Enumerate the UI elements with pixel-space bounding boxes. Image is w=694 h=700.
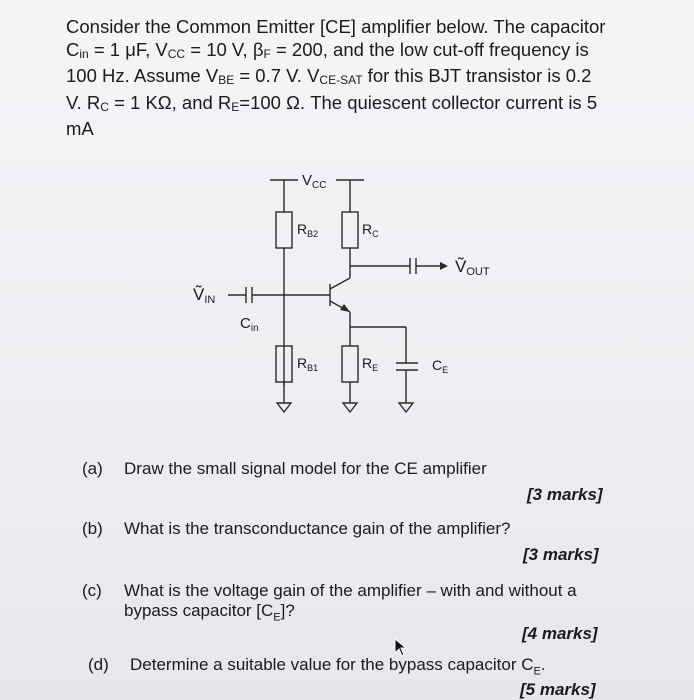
question-d-text: Determine a suitable value for the bypass capacitor $C_E$.: [130, 655, 546, 678]
ground-ce: [399, 403, 413, 412]
question-b-label: (b): [82, 519, 103, 538]
question-b-marks: [3 marks]: [523, 545, 599, 564]
question-d: [88, 655, 546, 681]
label-vin: ṼIN: [193, 285, 216, 306]
question-d-marks: [5 marks]: [520, 680, 596, 699]
ground-re: [343, 403, 357, 412]
question-c-marks: [4 marks]: [522, 624, 598, 643]
output-arrow: [440, 262, 448, 270]
emitter-arrow: [340, 304, 350, 312]
resistor-re: [342, 346, 358, 382]
label-ce: $C_E$: [432, 357, 449, 375]
problem-statement: Consider the Common Emitter [CE] amplifier below. The capacitor $C_{in} = 1$ μF, $V_{CC} = 10$ V, $\beta_F = 200$, and the low cut-off frequency is 100 Hz. Assume $V_{BE} = 0.7$ V. $V_{CE-SAT}$ for this BJT transistor is 0.2 V. $R_C = 1$ KΩ, and $R_E=100$ Ω. The quiescent collector current is 5 mA: [66, 16, 606, 139]
label-cin: $C_{in}$: [240, 315, 259, 334]
label-vcc: $V_{CC}$: [302, 172, 327, 191]
question-c-text: What is the voltage gain of the amplifier – with and without a: [124, 581, 577, 600]
question-d-label: (d): [88, 655, 109, 674]
bjt-collector: [330, 278, 350, 289]
label-rc: $R_C$: [362, 221, 379, 239]
question-b-text: What is the transconductance gain of the amplifier?: [124, 519, 511, 538]
resistor-rb2: [276, 212, 292, 248]
question-b: [82, 519, 511, 539]
question-a-text: Draw the small signal model for the CE amplifier: [124, 459, 487, 478]
mouse-cursor-icon: [394, 638, 408, 658]
question-c: [82, 581, 577, 627]
label-vout: ṼOUT: [455, 257, 490, 278]
question-c-label: (c): [82, 581, 102, 600]
label-rb1: $R_{B1}$: [297, 355, 319, 373]
question-c-text-2: bypass capacitor $[C_E]$?: [124, 601, 295, 624]
question-a-marks: [3 marks]: [527, 485, 603, 504]
ground-rb1: [277, 403, 291, 412]
resistor-rc: [342, 212, 358, 248]
label-rb2: $R_{B2}$: [297, 221, 319, 239]
question-a: [82, 459, 487, 479]
question-a-label: (a): [82, 459, 103, 478]
label-re: $R_E$: [362, 355, 379, 373]
